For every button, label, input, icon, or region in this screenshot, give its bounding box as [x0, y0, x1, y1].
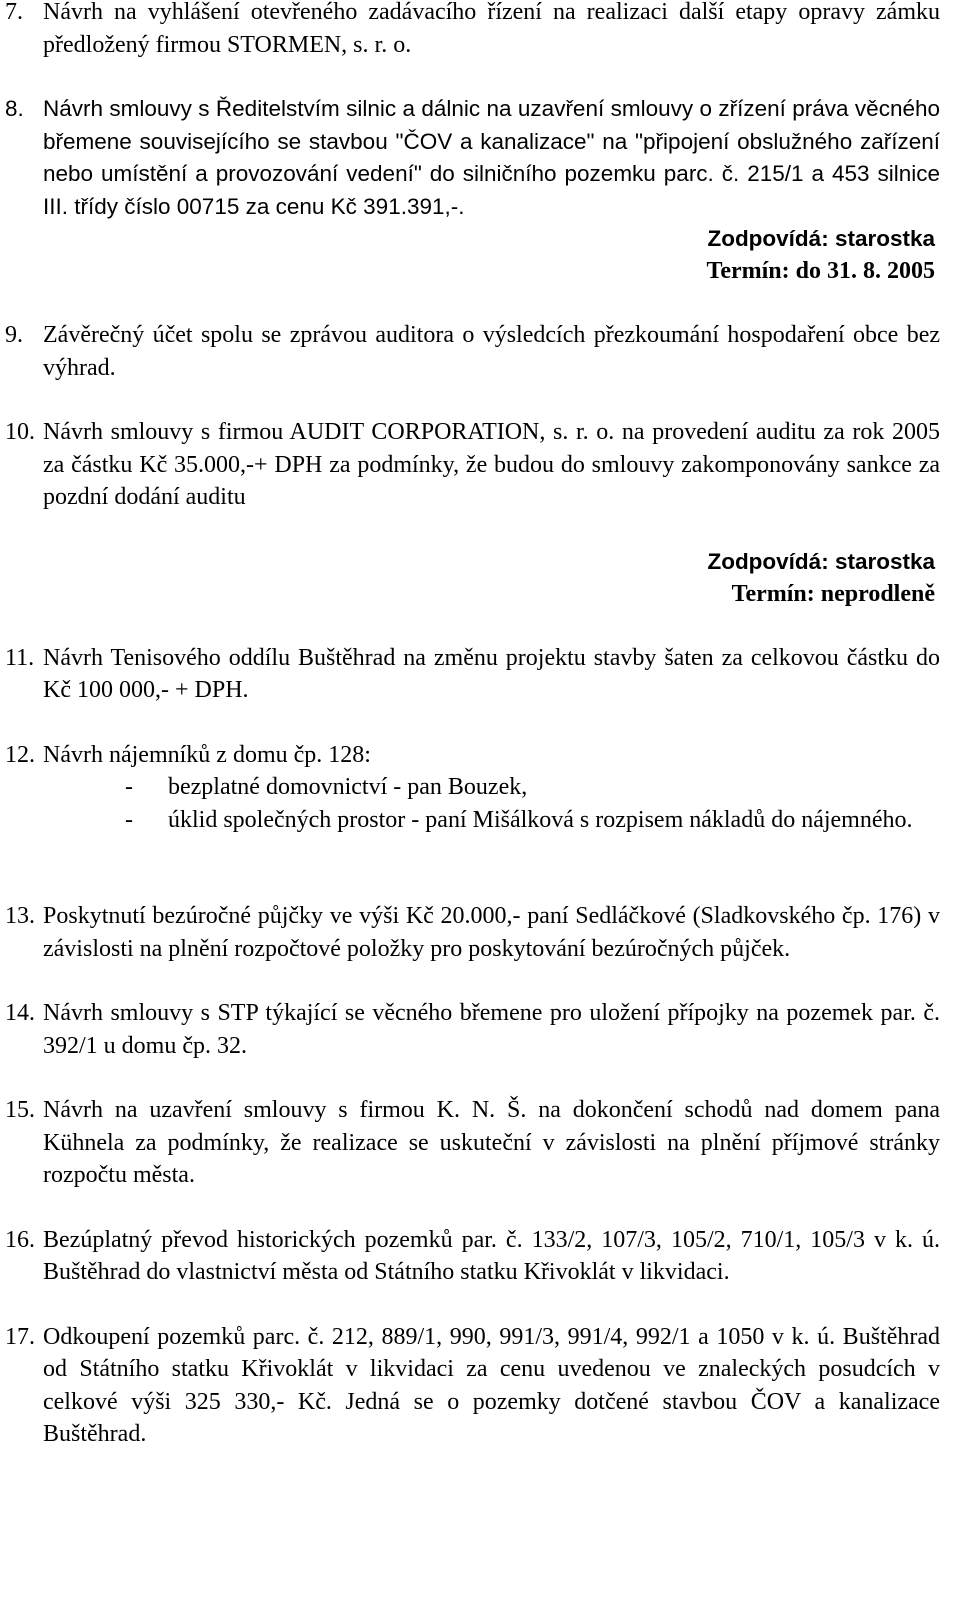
item-number: 16. — [5, 1226, 35, 1253]
item-number: 11. — [5, 644, 35, 671]
sub-item — [0, 804, 960, 837]
item-number: 13. — [5, 903, 35, 929]
responsibility-block-2 — [0, 546, 960, 610]
item-number: 7. — [5, 0, 23, 25]
item-text: Návrh smlouvy s firmou AUDIT CORPORATION, s. r. o. na provedení auditu za rok 2005 za částku Kč 35.000,-+ DPH za podmínky, že budou do smlouvy zakomponovány sankce za pozdní dodání auditu — [43, 419, 940, 510]
item-text: Odkoupení pozemků parc. č. 212, 889/1, 990, 991/3, 991/4, 992/1 a 1050 v k. ú. Buštěhrad od Státního statku Křivoklát v likvidaci za cenu uvedenou ve znaleckých posudcích v celkové výši 325 330,- Kč. Jedná se o pozemky dotčené stavbou ČOV a kanalizace Buštěhrad. — [43, 1323, 940, 1447]
item-number: 9. — [5, 322, 23, 348]
sub-item-text: úklid společných prostor - paní Mišálková s rozpisem nákladů do nájemného. — [168, 806, 913, 833]
agenda-item-12 — [0, 739, 960, 772]
agenda-item-10 — [0, 416, 960, 514]
dash: - — [125, 806, 133, 833]
item-text: Poskytnutí bezúročné půjčky ve výši Kč 20.000,- paní Sedláčkové (Sladkovského čp. 176) v závislosti na plnění rozpočtové položky pro poskytování bezúročných půjček. — [43, 903, 940, 962]
item-text: Závěrečný účet spolu se zprávou auditora o výsledcích přezkoumání hospodaření obce bez výhrad. — [43, 322, 940, 381]
item-number: 10. — [5, 419, 35, 445]
deadline: Termín: neprodleně — [731, 580, 935, 607]
item-text: Bezúplatný převod historických pozemků par. č. 133/2, 107/3, 105/2, 710/1, 105/3 v k. ú. Buštěhrad do vlastnictví města od Státního statku Křivoklát v likvidaci. — [43, 1226, 940, 1285]
responsible-person: Zodpovídá: starostka — [707, 548, 935, 574]
agenda-item-17 — [0, 1321, 960, 1451]
item-text: Návrh smlouvy s STP týkající se věcného břemene pro uložení přípojky na pozemek par. č. 392/1 u domu čp. 32. — [43, 1000, 940, 1059]
agenda-item-13 — [0, 900, 960, 965]
item-number: 15. — [5, 1097, 35, 1123]
item-number: 17. — [5, 1323, 35, 1350]
item-text: Návrh na vyhlášení otevřeného zadávacího řízení na realizaci další etapy opravy zámku předložený firmou STORMEN, s. r. o. — [43, 0, 940, 58]
item-text: Návrh smlouvy s Ředitelstvím silnic a dálnic na uzavření smlouvy o zřízení práva věcného břemene souvisejícího se stavbou "ČOV a kanalizace" na "připojení obslužného zařízení nebo umístění a provozování vedení" do silničního pozemku parc. č. 215/1 a 453 silnice III. třídy číslo 00715 za cenu Kč 391.391,-. — [43, 96, 940, 219]
agenda-item-8 — [0, 93, 960, 223]
responsibility-block-1 — [0, 223, 960, 287]
agenda-item-16 — [0, 1224, 960, 1289]
responsible-person: Zodpovídá: starostka — [707, 226, 935, 251]
deadline: Termín: do 31. 8. 2005 — [706, 258, 935, 284]
item-text: Návrh nájemníků z domu čp. 128: — [43, 741, 371, 768]
agenda-item-15 — [0, 1094, 960, 1192]
sub-item — [0, 771, 960, 804]
item-text: Návrh na uzavření smlouvy s firmou K. N. Š. na dokončení schodů nad domem pana Kühnela za podmínky, že realizace se uskuteční v závislosti na plnění příjmové stránky rozpočtu města. — [43, 1097, 940, 1188]
item-text: Návrh Tenisového oddílu Buštěhrad na změnu projektu stavby šaten za celkovou částku do Kč 100 000,- + DPH. — [43, 644, 940, 703]
agenda-item-7 — [0, 0, 960, 61]
item-number: 12. — [5, 741, 35, 768]
agenda-item-9 — [0, 319, 960, 384]
agenda-item-14 — [0, 997, 960, 1062]
sub-item-text: bezplatné domovnictví - pan Bouzek, — [168, 774, 528, 800]
dash: - — [125, 774, 133, 800]
item-number: 14. — [5, 1000, 35, 1026]
item-number: 8. — [5, 96, 24, 121]
agenda-item-11 — [0, 642, 960, 707]
